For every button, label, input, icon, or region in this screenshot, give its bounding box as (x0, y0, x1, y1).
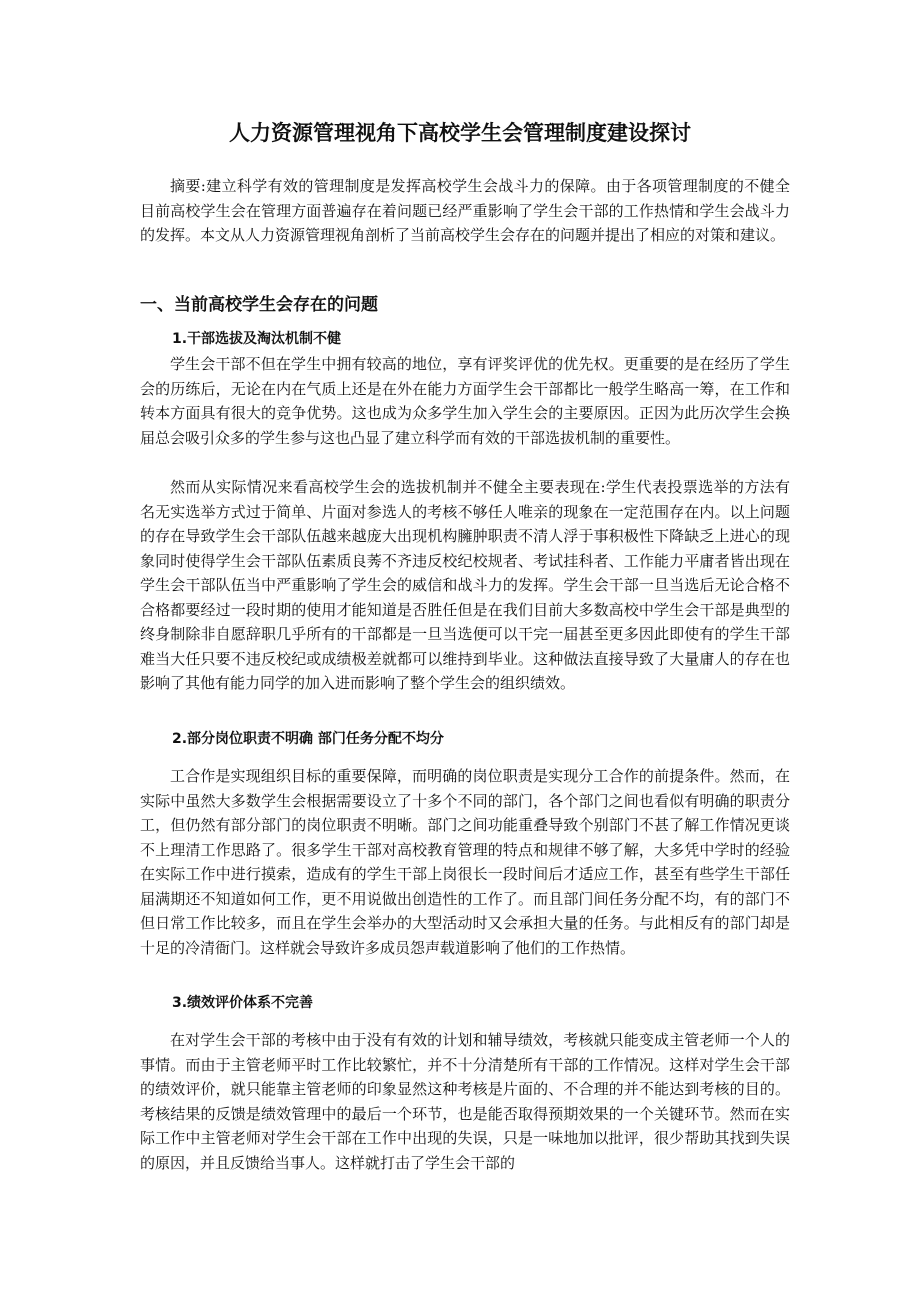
subsection-heading-2: 2.部分岗位职责不明确 部门任务分配不均分 (172, 731, 444, 747)
paragraph-1-1: 学生会干部不但在学生中拥有较高的地位，享有评奖评优的优先权。更重要的是在经历了学生会的历练后，无论在内在气质上还是在外在能力方面学生会干部都比一般学生略高一筹，在工作和转本方面具有很大的竞争优势。这也成为众多学生加入学生会的主要原因。正因为此历次学生会换届总会吸引众多的学生参与这也凸显了建立科学而有效的干部选拔机制的重要性。 (140, 355, 790, 447)
document-title: 人力资源管理视角下高校学生会管理制度建设探讨 (229, 121, 691, 145)
subsection-heading-3: 3.绩效评价体系不完善 (172, 995, 314, 1011)
paragraph-2-1: 工合作是实现组织目标的重要保障，而明确的岗位职责是实现分工合作的前提条件。然而，在实际中虽然大多数学生会根据需要设立了十多个不同的部门，各个部门之间也看似有明确的职责分工，但仍然有部分部门的岗位职责不明晰。部门之间功能重叠导致个别部门不甚了解工作情况更谈不上理清工作思路了。很多学生干部对高校教育管理的特点和规律不够了解，大多凭中学时的经验在实际工作中进行摸索，造成有的学生干部上岗很长一段时间后才适应工作，甚至有些学生干部任届满期还不知道如何工作，更不用说做出创造性的工作了。而且部门间任务分配不均，有的部门不但日常工作比较多，而且在学生会举办的大型活动时又会承担大量的任务。与此相反有的部门却是十足的冷清衙门。这样就会导致许多成员怨声载道影响了他们的工作热情。 (140, 767, 790, 957)
abstract-paragraph: 摘要:建立科学有效的管理制度是发挥高校学生会战斗力的保障。由于各项管理制度的不健全目前高校学生会在管理方面普遍存在着问题已经严重影响了学生会干部的工作热情和学生会战斗力的发挥。本文从人力资源管理视角剖析了当前高校学生会存在的问题并提出了相应的对策和建议。 (140, 177, 790, 244)
section-heading: 一、当前高校学生会存在的问题 (140, 295, 378, 315)
subsection-heading-1: 1.干部选拔及淘汰机制不健 (172, 331, 342, 347)
paragraph-3-1: 在对学生会干部的考核中由于没有有效的计划和辅导绩效，考核就只能变成主管老师一个人的事情。而由于主管老师平时工作比较繁忙，并不十分清楚所有干部的工作情况。这样对学生会干部的绩效评价，就只能靠主管老师的印象显然这种考核是片面的、不合理的并不能达到考核的目的。考核结果的反馈是绩效管理中的最后一个环节，也是能否取得预期效果的一个关键环节。然而在实际工作中主管老师对学生会干部在工作中出现的失误，只是一味地加以批评，很少帮助其找到失误的原因，并且反馈给当事人。这样就打击了学生会干部的 (140, 1031, 790, 1172)
paragraph-1-2: 然而从实际情况来看高校学生会的选拔机制并不健全主要表现在:学生代表投票选举的方法有名无实选举方式过于简单、片面对参选人的考核不够任人唯亲的现象在一定范围存在内。以上问题的存在导致学生会干部队伍越来越庞大出现机构臃肿职责不清人浮于事积极性下降缺乏上进心的现象同时使得学生会干部队伍素质良莠不齐违反校纪校规者、考试挂科者、工作能力平庸者皆出现在学生会干部队伍当中严重影响了学生会的威信和战斗力的发挥。学生会干部一旦当选后无论合格不合格都要经过一段时期的使用才能知道是否胜任但是在我们目前大多数高校中学生会干部是典型的终身制除非自愿辞职几乎所有的干部都是一旦当选便可以干完一届甚至更多因此即使有的学生干部难当大任只要不违反校纪或成绩极差就都可以维持到毕业。这种做法直接导致了大量庸人的存在也影响了其他有能力同学的加入进而影响了整个学生会的组织绩效。 (140, 478, 790, 692)
